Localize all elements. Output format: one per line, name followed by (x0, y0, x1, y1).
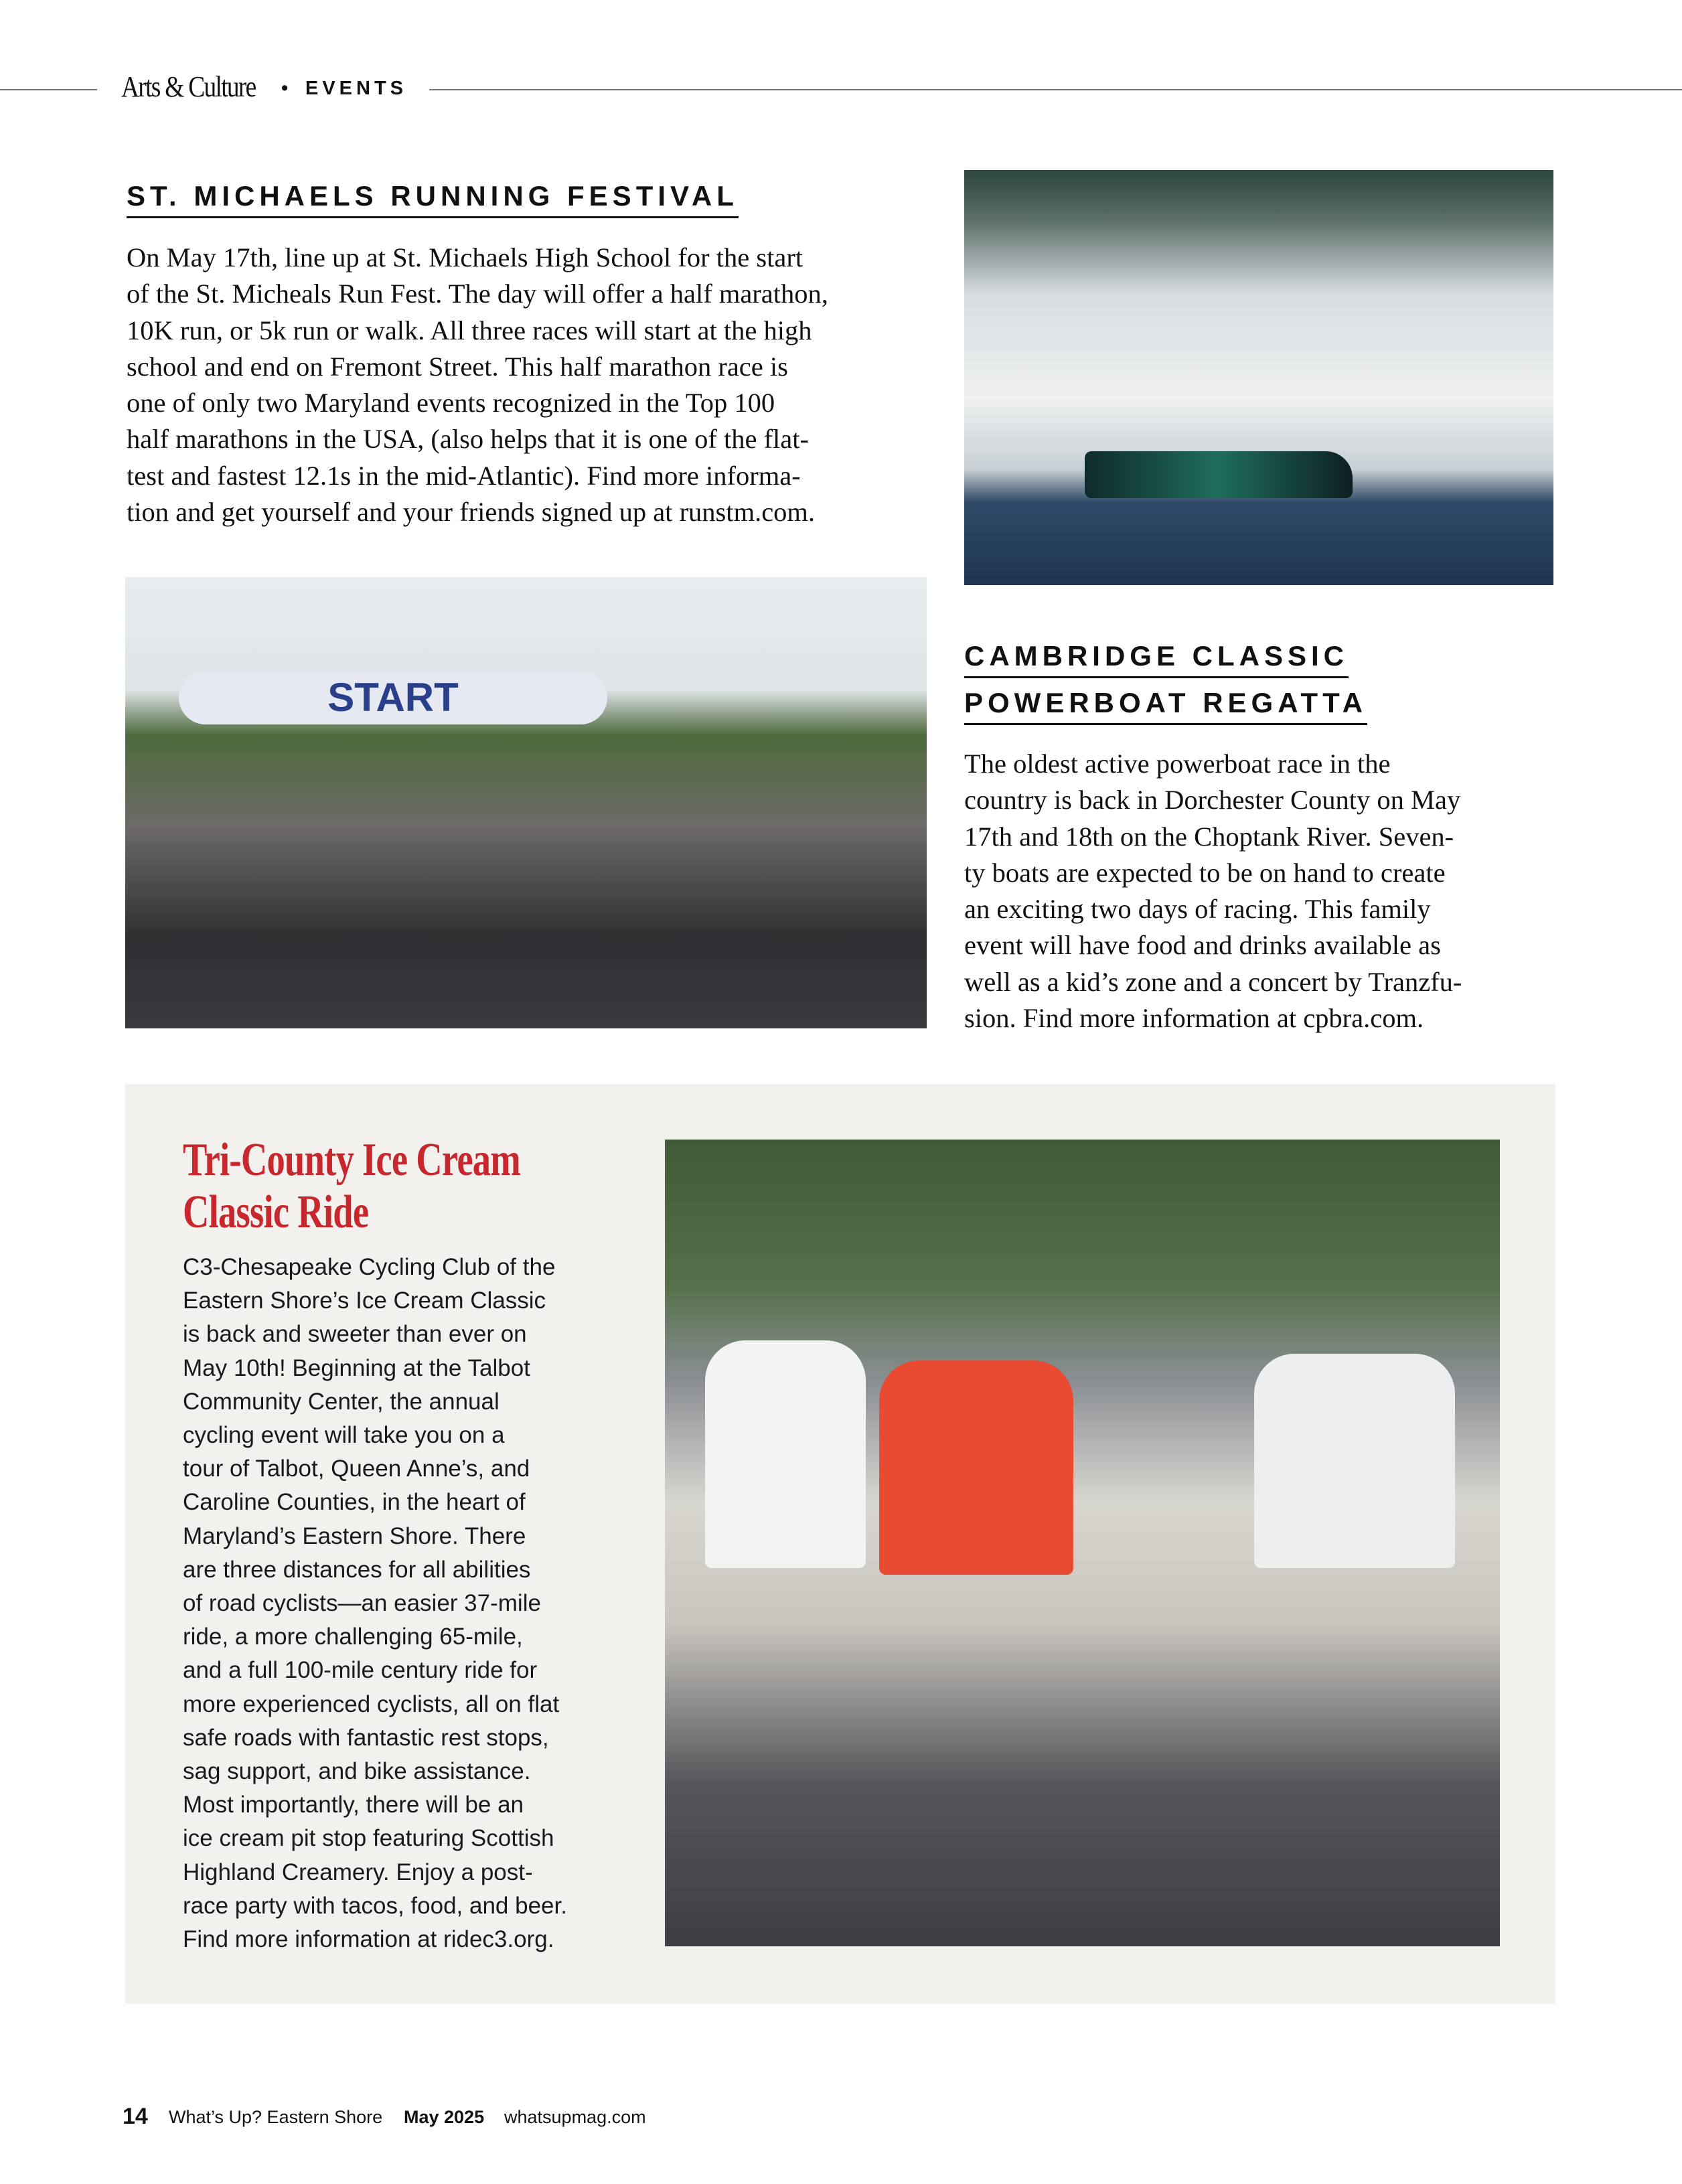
body-line: of road cyclists—an easier 37-mile (183, 1590, 541, 1617)
body-line: Eastern Shore’s Ice Cream Classic (183, 1288, 546, 1314)
body-line: are three distances for all abilities (183, 1556, 531, 1583)
website: whatsupmag.com (504, 2107, 646, 2127)
publication-name: What’s Up? Eastern Shore (169, 2107, 383, 2127)
body-line: Maryland’s Eastern Shore. There (183, 1523, 526, 1549)
body-line: Most importantly, there will be an (183, 1792, 524, 1818)
body-line: ty boats are expected to be on hand to create (964, 857, 1446, 888)
body-line: The oldest active powerboat race in the (964, 749, 1391, 779)
regatta-body (964, 746, 1567, 1036)
body-line: and a full 100-mile century ride for (183, 1657, 538, 1684)
body-line: half marathons in the USA, (also helps that it is one of the flat- (127, 424, 810, 455)
header-bullet: • (281, 78, 293, 99)
body-line: tour of Talbot, Queen Anne’s, and (183, 1456, 530, 1482)
body-line: Caroline Counties, in the heart of (183, 1489, 526, 1516)
body-line: Highland Creamery. Enjoy a post- (183, 1859, 533, 1885)
category-label: EVENTS (305, 78, 408, 99)
body-line: race party with tacos, food, and beer. (183, 1892, 567, 1919)
powerboat-photo (964, 170, 1553, 585)
body-line: tion and get yourself and your friends signed up at runstm.com. (127, 497, 816, 528)
body-line: Community Center, the annual (183, 1388, 500, 1415)
body-line: test and fastest 12.1s in the mid-Atlantic). Find more informa- (127, 460, 801, 491)
issue-date: May 2025 (404, 2107, 485, 2127)
body-line: C3-Chesapeake Cycling Club of the (183, 1254, 556, 1280)
body-line: is back and sweeter than ever on (183, 1321, 527, 1348)
cyclist-white-jersey (705, 1340, 866, 1568)
powerboat-shape (1085, 451, 1353, 498)
cyclists-photo (665, 1140, 1500, 1946)
body-line: an exciting two days of racing. This family (964, 894, 1431, 925)
body-line: of the St. Micheals Run Fest. The day will offer a half marathon, (127, 279, 828, 309)
body-line: safe roads with fantastic rest stops, (183, 1724, 549, 1751)
ice-cream-ride-title: Tri-County Ice Cream Classic Ride (183, 1134, 521, 1238)
ice-cream-ride-body (183, 1251, 652, 1956)
cyclist-red-jacket (879, 1360, 1073, 1575)
header-rule-left (0, 89, 97, 90)
header-rule-right (429, 89, 1682, 90)
body-line: On May 17th, line up at St. Michaels High School for the start (127, 242, 804, 272)
body-line: one of only two Maryland events recognized in the Top 100 (127, 388, 775, 418)
body-line: school and end on Fremont Street. This half marathon race is (127, 351, 788, 382)
page-number: 14 (123, 2104, 148, 2129)
body-line: 10K run, or 5k run or walk. All three races will start at the high (127, 315, 812, 345)
body-line: well as a kid’s zone and a concert by Tranzfu- (964, 966, 1462, 997)
section-label: Arts & Culture (121, 70, 256, 103)
body-line: sag support, and bike assistance. (183, 1758, 531, 1785)
running-festival-body (127, 240, 930, 530)
start-arch: START (179, 671, 607, 724)
body-line: sion. Find more information at cpbra.com. (964, 1003, 1424, 1034)
body-line: country is back in Dorchester County on May (964, 785, 1461, 815)
running-festival-title: ST. MICHAELS RUNNING FESTIVAL (127, 173, 739, 220)
body-line: event will have food and drinks available as (964, 930, 1441, 961)
body-line: Find more information at ridec3.org. (183, 1926, 554, 1953)
runners-photo (125, 577, 927, 1028)
body-line: ice cream pit stop featuring Scottish (183, 1825, 554, 1852)
body-line: ride, a more challenging 65-mile, (183, 1624, 523, 1650)
body-line: more experienced cyclists, all on flat (183, 1691, 560, 1717)
body-line: cycling event will take you on a (183, 1422, 505, 1449)
regatta-title: CAMBRIDGE CLASSIC POWERBOAT REGATTA (964, 633, 1367, 726)
cyclists-group (1254, 1354, 1455, 1568)
body-line: 17th and 18th on the Choptank River. Seven- (964, 821, 1454, 852)
body-line: May 10th! Beginning at the Talbot (183, 1354, 530, 1381)
